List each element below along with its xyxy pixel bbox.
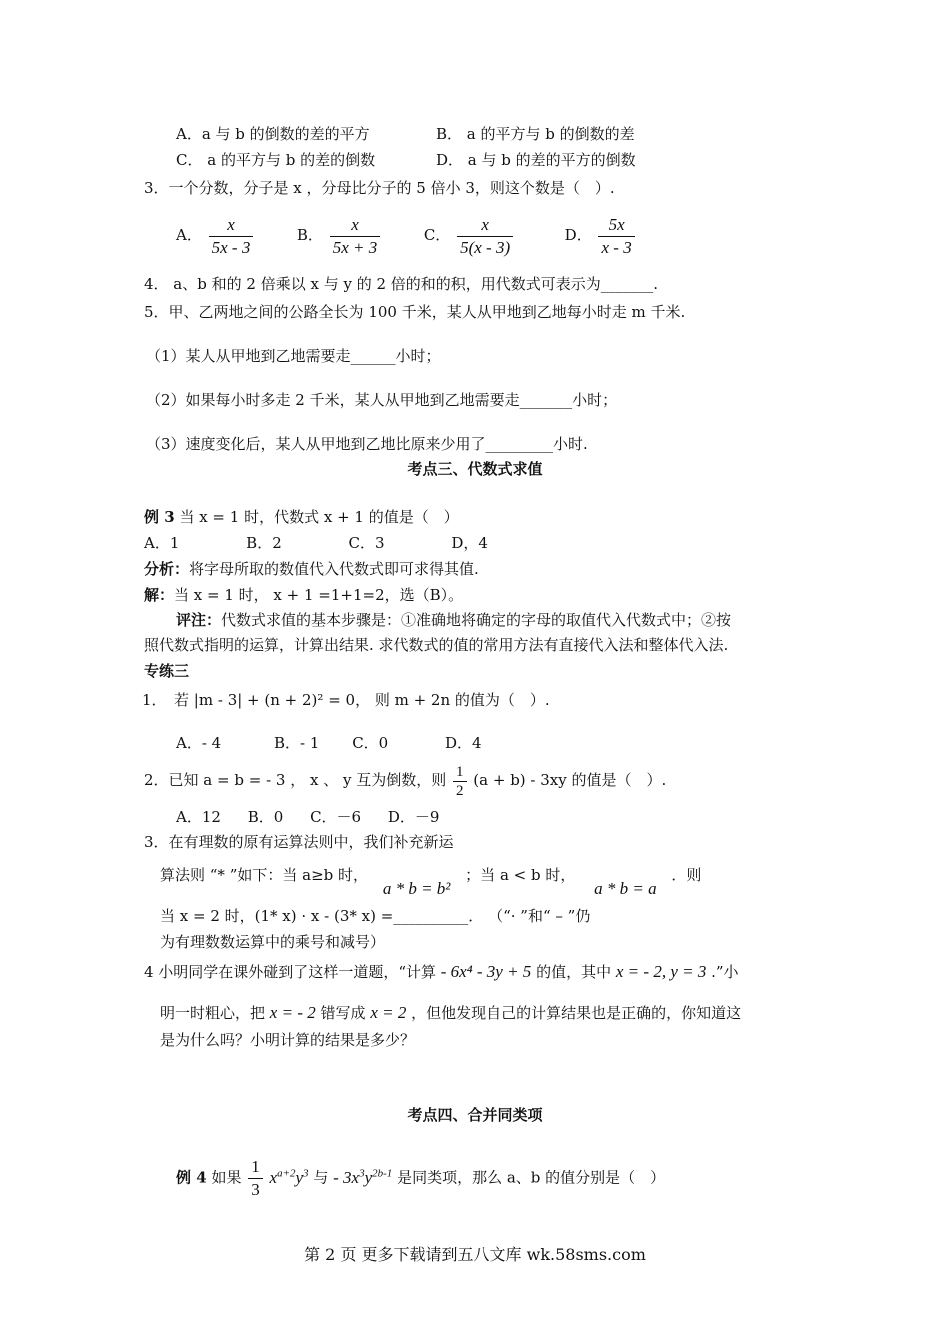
q3-d-fraction: $\frac{5x}{x - 3}$ xyxy=(598,214,634,259)
example3-solution xyxy=(144,585,463,605)
practice3-q4-line1 xyxy=(144,962,739,982)
practice3-q4-line2 xyxy=(160,1003,741,1023)
p3q4-l1e: .”小 xyxy=(711,963,739,981)
p3q4-correct-value: x = - 2 xyxy=(269,1003,316,1022)
section4-title: 考点四、合并同类项 xyxy=(407,1106,543,1124)
practice3-q2-stem xyxy=(144,760,666,800)
example4-term1: $x^{a+2}y^3$ xyxy=(269,1167,309,1187)
solution-text: 当 x = 1 时， x + 1 =1+1=2，选（B）。 xyxy=(174,586,464,604)
practice3-q1-options xyxy=(176,733,482,753)
practice3-q3-line1: 3．在有理数的原有运算法则中，我们补充新运 xyxy=(144,833,454,851)
p3q4-l1a: 4 小明同学在课外碰到了这样一道题，“计算 xyxy=(144,963,436,981)
p3q3-l2e: ．则 xyxy=(671,866,702,884)
page-footer: 第 2 页 更多下载请到五八文库 wk.58sms.com xyxy=(304,1245,646,1264)
practice3-q3-line3: 当 x = 2 时，(1* x) · x - (3* x) =__________． （“· ”和“ – ”仍 xyxy=(160,907,591,925)
example3-stem xyxy=(144,507,459,527)
p3q2-option-b: B．0 xyxy=(247,808,284,826)
p3q1-option-b: B．- 1 xyxy=(274,734,320,752)
example3-option-b: B．2 xyxy=(246,534,282,552)
q5-stem: 5．甲、乙两地之间的公路全长为 100 千米，某人从甲地到乙地每小时走 m 千米. xyxy=(144,303,686,321)
p3q3-l2a: 算法则 “* ”如下：当 a≥b 时， xyxy=(160,866,369,884)
p3q4-l2a: 明一时粗心，把 xyxy=(160,1004,266,1022)
p3q2-stem-post: (a + b) - 3xy 的值是（ ）. xyxy=(473,771,667,789)
section3-title: 考点三、代数式求值 xyxy=(407,460,543,478)
p3q3-l2c: ；当 a < b 时， xyxy=(465,866,576,884)
note-label: 评注： xyxy=(176,611,222,629)
q3-c-fraction: $\frac{x}{5(x - 3)}$ xyxy=(457,214,513,259)
p3q2-stem-pre: 2．已知 a = b = - 3 ， x 、 y 互为倒数，则 xyxy=(144,771,447,789)
p3q4-wrong-value: x = 2 xyxy=(370,1003,407,1022)
example4-post: 是同类项，那么 a、b 的值分别是（ ） xyxy=(397,1168,666,1187)
q3-a-label: A． xyxy=(176,226,202,244)
example4-pre: 如果 xyxy=(206,1168,242,1187)
q5-part-2: （2）如果每小时多走 2 千米，某人从甲地到乙地需要走_______小时； xyxy=(146,391,618,409)
q3-b-label: B． xyxy=(296,226,323,244)
q3-d-label: D． xyxy=(564,226,592,244)
example3-question: 当 x = 1 时，代数式 x + 1 的值是（ ） xyxy=(174,508,459,526)
solution-label: 解： xyxy=(144,586,175,604)
example3-label: 例 3 xyxy=(144,508,175,526)
example3-analysis xyxy=(144,559,479,579)
example4-stem xyxy=(176,1150,665,1201)
example3-note-line2: 照代数式指明的运算，计算出结果. 求代数式的值的常用方法有直接代入法和整体代入法. xyxy=(144,636,729,654)
example3-option-a: A．1 xyxy=(144,534,180,552)
example4-label: 例 4 xyxy=(176,1168,207,1187)
example3-option-d: D，4 xyxy=(451,534,488,552)
q4-stem: 4． a、b 和的 2 倍乘以 x 与 y 的 2 倍的和的积，用代数式可表示为_______. xyxy=(144,275,659,293)
q3-options xyxy=(176,212,637,259)
p3q2-half-fraction: $\frac{1}{2}$ xyxy=(453,763,467,800)
practice3-title: 专练三 xyxy=(144,662,190,680)
q3-stem: 3．一个分数，分子是 x ，分母比分子的 5 倍小 3，则这个数是（ ）. xyxy=(144,179,615,197)
example3-note-line1 xyxy=(176,610,731,630)
p3q4-l2e: ，但他发现自己的计算结果也是正确的，你知道这 xyxy=(411,1004,742,1022)
q2-option-c: C． a 的平方与 b 的差的倒数 xyxy=(176,151,376,169)
q5-part-1: （1）某人从甲地到乙地需要走______小时； xyxy=(146,347,441,365)
practice3-q4-line3: 是为什么吗？小明计算的结果是多少？ xyxy=(160,1031,416,1049)
q2-option-a: A．a 与 b 的倒数的差的平方 xyxy=(176,125,370,143)
note-text-1: 代数式求值的基本步骤是：①准确地将确定的字母的取值代入代数式中；②按 xyxy=(221,611,732,629)
analysis-text: 将字母所取的数值代入代数式即可求得其值. xyxy=(189,560,479,578)
p3q2-option-d: D．－9 xyxy=(387,808,440,826)
example4-term2: - $3x^3y^{2b-1}$ xyxy=(333,1167,393,1187)
p3q1-option-a: A．- 4 xyxy=(176,734,222,752)
q3-c-label: C． xyxy=(423,226,451,244)
p3q2-option-c: C．－6 xyxy=(310,808,362,826)
practice3-q3-line2 xyxy=(160,858,702,898)
q3-a-fraction: $\frac{x}{5x - 3}$ xyxy=(209,214,254,259)
practice3-q3-line4: 为有理数数运算中的乘号和减号） xyxy=(160,933,386,951)
p3q1-option-d: D．4 xyxy=(445,734,482,752)
p3q4-l2c: 错写成 xyxy=(320,1004,366,1022)
p3q2-option-a: A．12 xyxy=(176,808,221,826)
q5-part-3: （3）速度变化后，某人从甲地到乙地比原来少用了_________小时. xyxy=(146,435,588,453)
analysis-label: 分析： xyxy=(144,560,190,578)
example3-option-c: C．3 xyxy=(348,534,385,552)
p3q4-values: x = - 2, y = 3 xyxy=(615,962,707,981)
example4-mid: 与 xyxy=(313,1168,329,1187)
p3q3-rule-1: a * b = b² xyxy=(382,879,451,898)
q2-option-d: D． a 与 b 的差的平方的倒数 xyxy=(436,151,636,169)
example4-fraction: $\frac{1}{3}$ xyxy=(248,1156,263,1201)
p3q4-l1c: 的值，其中 xyxy=(536,963,612,981)
q2-option-b: B． a 的平方与 b 的倒数的差 xyxy=(436,125,635,143)
p3q3-rule-2: a * b = a xyxy=(594,879,657,898)
practice3-q2-options xyxy=(176,807,439,827)
practice3-q1-stem: 1． 若 |m - 3| + (n + 2)² = 0， 则 m + 2n 的值为（ ）. xyxy=(142,691,550,709)
p3q4-expression: - 6x⁴ - 3y + 5 xyxy=(440,962,532,981)
example3-options xyxy=(144,533,488,553)
p3q1-option-c: C．0 xyxy=(352,734,389,752)
q3-b-fraction: $\frac{x}{5x + 3}$ xyxy=(330,214,381,259)
